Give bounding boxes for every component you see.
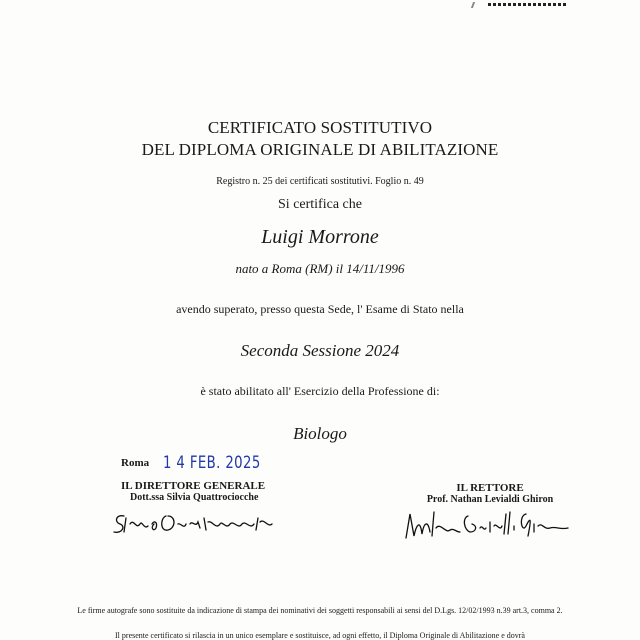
title-line-1: CERTIFICATO SOSTITUTIVO <box>207 118 433 137</box>
logo-mark-icon <box>471 2 481 8</box>
director-signature-icon <box>112 508 282 538</box>
rector-title: IL RETTORE <box>456 482 524 494</box>
profession-title: Biologo <box>293 424 347 443</box>
header-strip <box>472 2 622 8</box>
exam-statement: avendo superato, presso questa Sede, l' Esame di Stato nella <box>176 302 464 316</box>
qualification-statement: è stato abilitato all' Esercizio della Professione di: <box>200 384 440 398</box>
exam-session: Seconda Sessione 2024 <box>240 341 400 360</box>
director-title: IL DIRETTORE GENERALE <box>121 480 266 492</box>
director-name: Dott.ssa Silvia Quattrociocche <box>130 492 259 503</box>
certifies-text: Si certifica che <box>278 197 362 212</box>
perforation-border <box>488 3 566 6</box>
title-line-2: DEL DIPLOMA ORIGINALE DI ABILITAZIONE <box>141 140 499 159</box>
registry-info: Registro n. 25 dei certificati sostitutivi. Foglio n. 49 <box>216 176 424 187</box>
rector-title-block <box>400 482 580 506</box>
place-label: Roma <box>121 457 150 469</box>
birth-info: nato a Roma (RM) il 14/11/1996 <box>235 261 405 276</box>
footer-note-signatures: Le firme autografe sono sostituite da indicazione di stampa dei nominativi dei soggetti responsabili ai sensi del D.Lgs. 12/02/1993 n.39 art.3, comma 2. <box>77 606 563 615</box>
footer-note-validity: Il presente certificato si rilascia in un unico esemplare e sostituisce, ad ogni effetto, il Diploma Originale di Abilitazione e dovrà <box>115 631 525 640</box>
rector-signature-icon <box>400 508 572 542</box>
date-stamp: 1 4 FEB. 2025 <box>163 453 261 473</box>
rector-name: Prof. Nathan Levialdi Ghiron <box>426 494 554 505</box>
holder-name: Luigi Morrone <box>261 226 379 248</box>
